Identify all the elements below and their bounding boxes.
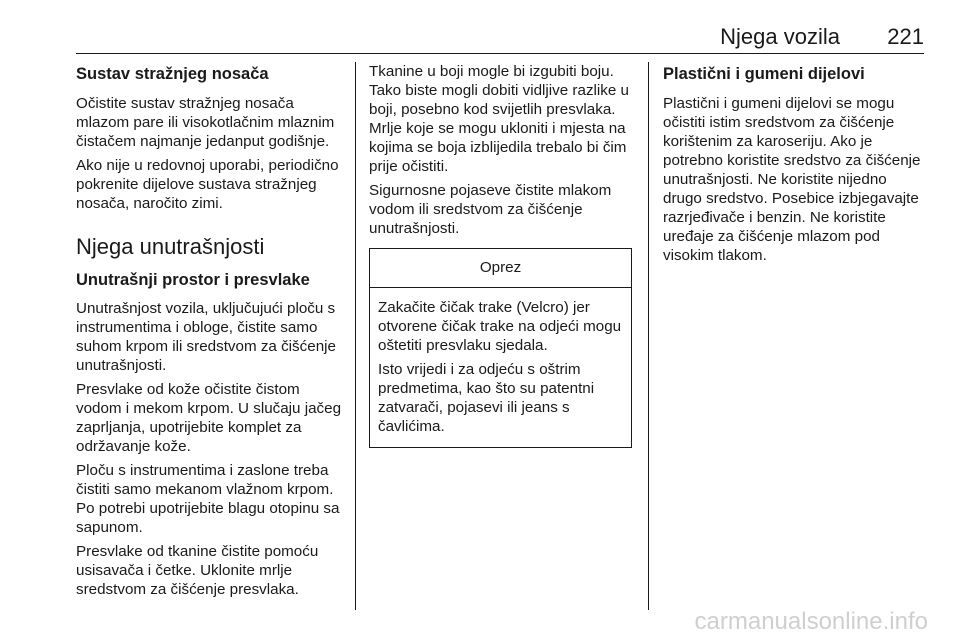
page-header — [76, 22, 924, 52]
section-heading-interior-upholstery: Unutrašnji prostor i presvlake — [76, 271, 310, 289]
paragraph: Plastični i gumeni dijelovi se mogu očistiti istim sredstvom za čišćenje korištenim za karoseriju. Ako je potrebno koristite sredstvo za čišćenje unutrašnjosti. Ne koristite nijedno drugo sredstvo. Posebice izbjegavajte razrjeđivače i benzin. Ne koristite uređaje za čišćenje mlazom pod visokim tlakom. — [663, 95, 921, 264]
paragraph: Unutrašnjost vozila, uključujući ploču s instrumentima i obloge, čistite samo suhom krpom ili sredstvom za čišćenje unutrašnjosti. — [76, 300, 336, 374]
section-heading-rear-carrier: Sustav stražnjeg nosača — [76, 65, 269, 83]
caution-paragraph: Isto vrijedi i za odjeću s oštrim predmetima, kao što su patentni zatvarači, pojasevi ili jeans s čavlićima. — [378, 361, 595, 435]
paragraph: Ako nije u redovnoj uporabi, periodično pokrenite dijelove sustava stražnjeg nosača, naročito zimi. — [76, 157, 339, 212]
watermark: carmanualsonline.info — [694, 608, 928, 635]
column-2 — [369, 62, 632, 448]
paragraph: Ploču s instrumentima i zaslone treba čistiti samo mekanom vlažnom krpom. Po potrebi upotrijebite blagu otopinu sa sapunom. — [76, 462, 340, 536]
section-heading-plastic-rubber: Plastični i gumeni dijelovi — [663, 65, 865, 83]
header-title: Njega vozila — [720, 24, 840, 49]
paragraph: Očistite sustav stražnjeg nosača mlazom pare ili visokotlačnim mlaznim čistačem najmanje jedanput godišnje. — [76, 95, 335, 150]
column-3 — [663, 62, 925, 270]
column-1 — [76, 62, 344, 604]
paragraph: Tkanine u boji mogle bi izgubiti boju. Tako biste mogli dobiti vidljive razlike u boji, posebno kod svijetlih presvlaka. Mrlje koje se mogu ukloniti i mjesta na kojima se boja izblijedila trebalo bi čim prije očistiti. — [369, 63, 629, 175]
paragraph: Sigurnosne pojaseve čistite mlakom vodom ili sredstvom za čišćenje unutrašnjosti. — [369, 182, 612, 237]
caution-body — [370, 288, 631, 447]
header-divider — [76, 53, 924, 54]
column-divider — [648, 62, 649, 610]
caution-title: Oprez — [370, 249, 631, 288]
column-divider — [355, 62, 356, 610]
caution-paragraph: Zakačite čičak trake (Velcro) jer otvorene čičak trake na odjeći mogu oštetiti presvlaku sjedala. — [378, 299, 622, 354]
page-number: 221 — [887, 24, 924, 49]
paragraph: Presvlake od kože očistite čistom vodom i mekom krpom. U slučaju jačeg zaprljanja, upotrijebite komplet za održavanje kože. — [76, 381, 342, 455]
paragraph: Presvlake od tkanine čistite pomoću usisavača i četke. Uklonite mrlje sredstvom za čišćenje presvlaka. — [76, 543, 319, 598]
chapter-heading-interior-care: Njega unutrašnjosti — [76, 234, 265, 259]
caution-box — [369, 248, 632, 448]
